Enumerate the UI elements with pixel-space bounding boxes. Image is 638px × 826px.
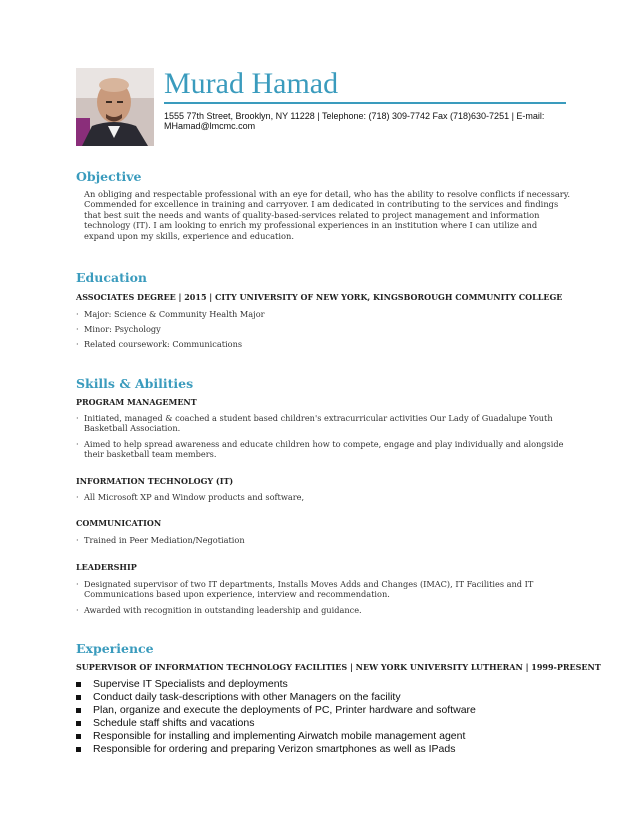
list-item: · Awarded with recognition in outstanding leadership and guidance. [76, 605, 362, 615]
portrait-image [76, 68, 154, 146]
square-bullet-icon [76, 747, 81, 752]
bullet-icon: · [76, 579, 79, 589]
header-rule [164, 102, 566, 104]
objective-text: An obliging and respectable professional with an eye for detail, who has the ability to resolve conflicts if necessary. Commended for excellence in training and carryover. I am dedicated in contributing to the services and findings that best suit the needs and wants of quality-based-services related to project management and information technology (IT). I am looking to enrich my professional experiences in an institution where I can utilize and expand upon my skills, experience and education. [84, 189, 570, 241]
list-item: · Trained in Peer Mediation/Negotiation [76, 535, 245, 545]
square-bullet-icon [76, 682, 81, 687]
bullet-icon: · [76, 339, 79, 349]
bullet-icon: · [76, 413, 79, 423]
list-item: Responsible for installing and implementing Airwatch mobile management agent [76, 730, 465, 742]
square-bullet-icon [76, 721, 81, 726]
skills-title: Skills & Abilities [76, 376, 194, 391]
education-title: Education [76, 270, 148, 285]
square-bullet-icon [76, 695, 81, 700]
bullet-icon: · [76, 535, 79, 545]
bullet-icon: · [76, 324, 79, 334]
list-item: · Aimed to help spread awareness and educate children how to compete, engage and play individually and alongside their basketball team members. [76, 439, 564, 460]
square-bullet-icon [76, 734, 81, 739]
experience-heading: SUPERVISOR OF INFORMATION TECHNOLOGY FACILITIES | NEW YORK UNIVERSITY LUTHERAN | 1999-PRESENT [76, 662, 601, 672]
skill-group-heading: INFORMATION TECHNOLOGY (IT) [76, 476, 234, 486]
list-item: Supervise IT Specialists and deployments [76, 678, 288, 690]
square-bullet-icon [76, 708, 81, 713]
list-item: · Minor: Psychology [76, 324, 161, 334]
bullet-icon: · [76, 492, 79, 502]
list-item: Conduct daily task-descriptions with other Managers on the facility [76, 691, 401, 703]
list-item: Plan, organize and execute the deployments of PC, Printer hardware and software [76, 704, 476, 716]
bullet-icon: · [76, 439, 79, 449]
skill-group-heading: LEADERSHIP [76, 562, 137, 572]
education-heading: ASSOCIATES DEGREE | 2015 | CITY UNIVERSITY OF NEW YORK, KINGSBOROUGH COMMUNITY COLLEGE [76, 292, 563, 302]
list-item: Responsible for ordering and preparing Verizon smartphones as well as IPads [76, 743, 455, 755]
list-item: Schedule staff shifts and vacations [76, 717, 255, 729]
list-item: · All Microsoft XP and Window products and software, [76, 492, 305, 502]
list-item: · Related coursework: Communications [76, 339, 243, 349]
bullet-icon: · [76, 605, 79, 615]
bullet-icon: · [76, 309, 79, 319]
candidate-name: Murad Hamad [164, 67, 339, 100]
experience-title: Experience [76, 641, 154, 656]
list-item: · Major: Science & Community Health Major [76, 309, 265, 319]
contact-info: 1555 77th Street, Brooklyn, NY 11228 | Telephone: (718) 309-7742 Fax (718)630-7251 | E-mail: MHamad@lmcmc.com [164, 111, 545, 131]
skill-group-heading: COMMUNICATION [76, 518, 162, 528]
objective-title: Objective [76, 169, 142, 184]
profile-photo [76, 68, 154, 146]
list-item: · Designated supervisor of two IT departments, Installs Moves Adds and Changes (IMAC), IT Facilities and IT Communications based upon experience, interview and recommendation. [76, 579, 534, 600]
skill-group-heading: PROGRAM MANAGEMENT [76, 397, 197, 407]
list-item: · Initiated, managed & coached a student based children's extracurricular activities Our Lady of Guadalupe Youth Basketball Association. [76, 413, 553, 434]
